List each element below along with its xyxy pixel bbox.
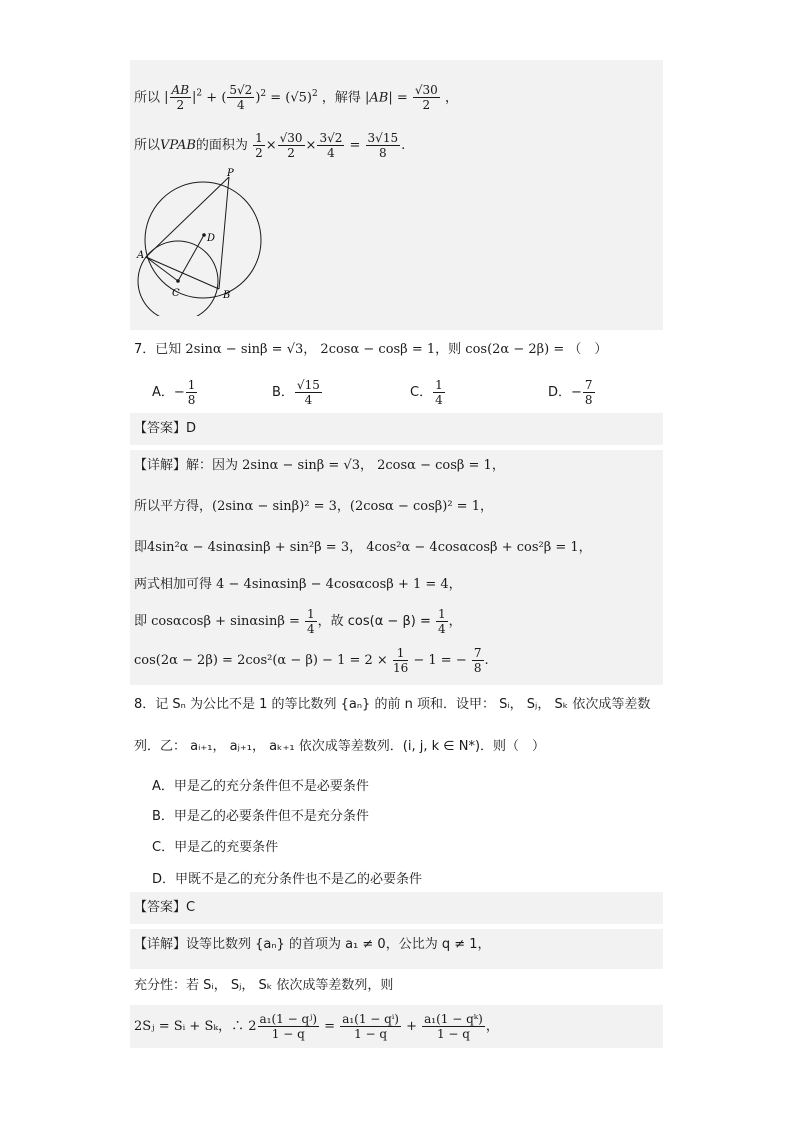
q7-detail-4: 两式相加可得 4 − 4sinαsinβ − 4cosαcosβ + 1 = 4， [134,577,462,592]
q7-option-c[interactable]: C． $\frac{1}{4}$ [410,378,443,407]
q7-detail-3: 即4sin²α − 4sinαsinβ + sin²β = 3， 4cos²α − 4cosαcosβ + cos²β = 1， [134,540,592,555]
q8-detail-2: 充分性：若 Sᵢ， Sⱼ， Sₖ 依次成等差数列，则 [134,978,394,993]
q7-option-a[interactable]: A．− $\frac{1}{8}$ [152,378,196,407]
q8-detail-3: 2Sⱼ = Sᵢ + Sₖ，∴ 2 $\frac{\text{a₁(1 − qʲ)}}{1 - q}$ = $\frac{\text{a₁(1 − qⁱ)}}{1 - q}$ + $\frac{\text{a₁(1 − qᵏ)}}{1 - q}$ ， [134,1012,499,1041]
abs-ab-half: | $\frac{AB}{2}$ $|^2$ [164,83,203,113]
q8-detail-1: 【详解】设等比数列 {aₙ} 的首项为 a₁ ≠ 0，公比为 q ≠ 1， [134,937,491,952]
q8-answer-block [130,892,663,924]
q8-option-b[interactable]: B．甲是乙的必要条件但不是充分条件 [152,809,369,824]
q8-answer: 【答案】C [134,900,196,915]
q8-option-d[interactable]: D．甲既不是乙的充分条件也不是乙的必要条件 [152,872,423,887]
q7-option-d[interactable]: D．− $\frac{7}{8}$ [548,378,593,407]
q8-stem-line1: 8．记 Sₙ 为公比不是 1 的等比数列 {aₙ} 的前 n 项和．设甲： Sᵢ， Sⱼ， Sₖ 依次成等差数 [134,697,651,712]
q7-stem: 7．已知 2sinα − sinβ = √3， 2cosα − cosβ = 1，则 cos(2α − 2β) = （ ） [134,342,608,357]
q8-stem-line2: 列．乙： aᵢ₊₁， aⱼ₊₁， aₖ₊₁ 依次成等差数列．(i, j, k ∈ N*)．则（ ） [134,739,546,754]
q8-option-c[interactable]: C．甲是乙的充要条件 [152,840,279,855]
geometry-figure [134,168,274,316]
label-B: B [223,290,231,301]
q7-answer: 【答案】D [134,421,197,436]
q7-detail-6: cos(2α − 2β) = 2cos²(α − β) − 1 = 2 × $\frac{1}{16}$ − 1 = − $\frac{7}{8}$ . [134,646,489,675]
q7-answer-block [130,413,663,445]
q7-detail-5: 即 cosαcosβ + sinαsinβ = $\frac{1}{4}$ ，故 cos(α − β) = $\frac{1}{4}$ ， [134,607,462,636]
large-circle [145,182,261,298]
sol6-line2: 所以VPAB的面积为 $\frac{1}{2}$ × $\frac{√30}{2}$ × $\frac{3√2}{4}$ = $\frac{3√15}{8}$ . [134,131,406,160]
q7-detail-1: 【详解】解：因为 2sinα − sinβ = √3， 2cosα − cosβ = 1， [134,458,505,473]
sol6-line1: 所以 | $\frac{AB}{2}$ $|^2$ + ( $\frac{5√2}{4}$ )$^2 = (√5)^2$ ，解得 |AB| = $\frac{√30}{2}$ ， [134,83,458,113]
q7-detail-2: 所以平方得，(2sinα − sinβ)² = 3，(2cosα − cosβ)² = 1， [134,499,493,514]
label-P: P [227,168,234,179]
q8-option-a[interactable]: A．甲是乙的充分条件但不是必要条件 [152,779,369,794]
q7-option-b[interactable]: B． $\frac{√15}{4}$ [272,378,320,407]
label-A: A [137,250,145,261]
label-C: C [172,288,180,299]
label-D: D [207,233,216,244]
small-circle [138,241,218,316]
